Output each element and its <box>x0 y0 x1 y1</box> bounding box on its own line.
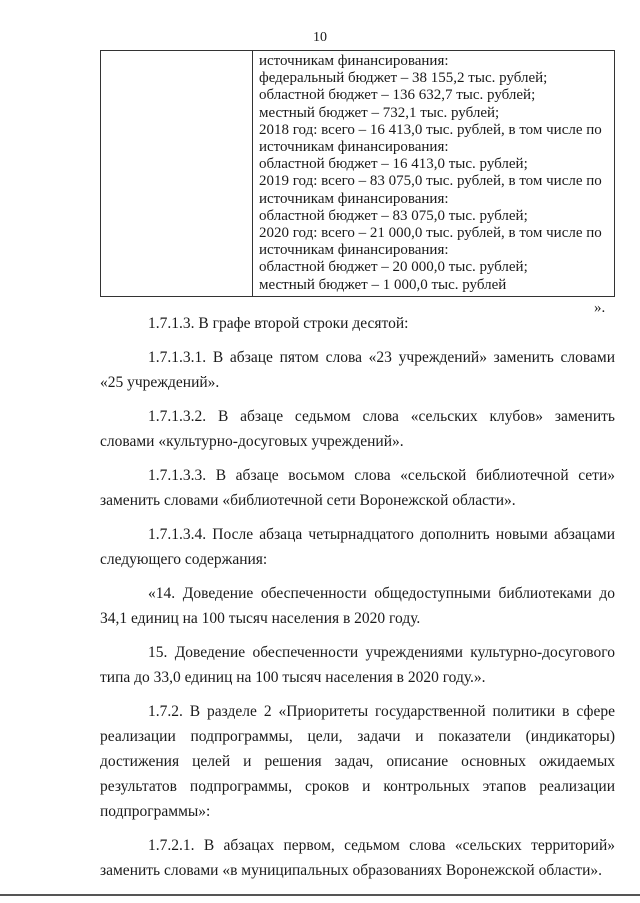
paragraph: «14. Доведение обеспеченности общедоступными библиотеками до 34,1 единиц на 100 тысяч населения в 2020 году. <box>100 585 615 627</box>
bottom-rule <box>0 894 640 896</box>
table-line: 2020 год: всего – 21 000,0 тыс. рублей, в том числе по <box>259 225 602 242</box>
paragraph: 1.7.1.3. В графе второй строки десятой: <box>148 315 409 332</box>
document-body <box>100 311 615 883</box>
paragraph: 1.7.1.3.1. В абзаце пятом слова «23 учреждений» заменить словами «25 учреждений». <box>100 349 615 391</box>
table-line: областной бюджет – 83 075,0 тыс. рублей; <box>259 207 528 224</box>
table-line: федеральный бюджет – 38 155,2 тыс. рублей; <box>259 70 548 87</box>
table-line: источникам финансирования: <box>259 53 449 69</box>
paragraph: 1.7.2.1. В абзацах первом, седьмом слова «сельских территорий» заменить словами «в муниципальных образованиях Воронежской области». <box>100 837 615 879</box>
table-line: областной бюджет – 136 632,7 тыс. рублей; <box>259 87 536 104</box>
paragraph: 1.7.1.3.4. После абзаца четырнадцатого дополнить новыми абзацами следующего содержания: <box>100 526 615 568</box>
table-line: областной бюджет – 16 413,0 тыс. рублей; <box>259 156 528 173</box>
paragraph: 15. Доведение обеспеченности учреждениями культурно-досугового типа до 33,0 единиц на 100 тысяч населения в 2020 году.». <box>100 644 615 686</box>
table-line: областной бюджет – 20 000,0 тыс. рублей; <box>259 259 528 276</box>
table-line: 2018 год: всего – 16 413,0 тыс. рублей, в том числе по <box>259 121 602 138</box>
table-label-cell <box>101 51 253 296</box>
table-line: источникам финансирования: <box>259 190 449 207</box>
table-line: 2019 год: всего – 83 075,0 тыс. рублей, в том числе по <box>259 173 602 190</box>
paragraph: 1.7.1.3.3. В абзаце восьмом слова «сельской библиотечной сети» заменить словами «библиотечной сети Воронежской области». <box>100 467 615 509</box>
table-value-cell <box>253 51 614 296</box>
paragraph: 1.7.1.3.2. В абзаце седьмом слова «сельских клубов» заменить словами «культурно-досуговых учреждений». <box>100 408 615 450</box>
table-line: источникам финансирования: <box>259 139 449 156</box>
paragraph: 1.7.2. В разделе 2 «Приоритеты государственной политики в сфере реализации подпрограммы, цели, задачи и показатели (индикаторы) достижения целей и решения задач, описание основных ожидаемых результатов подпрограммы, сроков и контрольных этапов реализации подпрограммы»: <box>100 703 615 820</box>
page-number: 10 <box>313 30 327 45</box>
financing-table <box>100 50 615 297</box>
table-line: местный бюджет – 732,1 тыс. рублей; <box>259 104 500 121</box>
table-line: местный бюджет – 1 000,0 тыс. рублей <box>259 276 507 293</box>
table-line: источникам финансирования: <box>259 242 449 259</box>
table-closing-quote: ». <box>594 300 606 316</box>
